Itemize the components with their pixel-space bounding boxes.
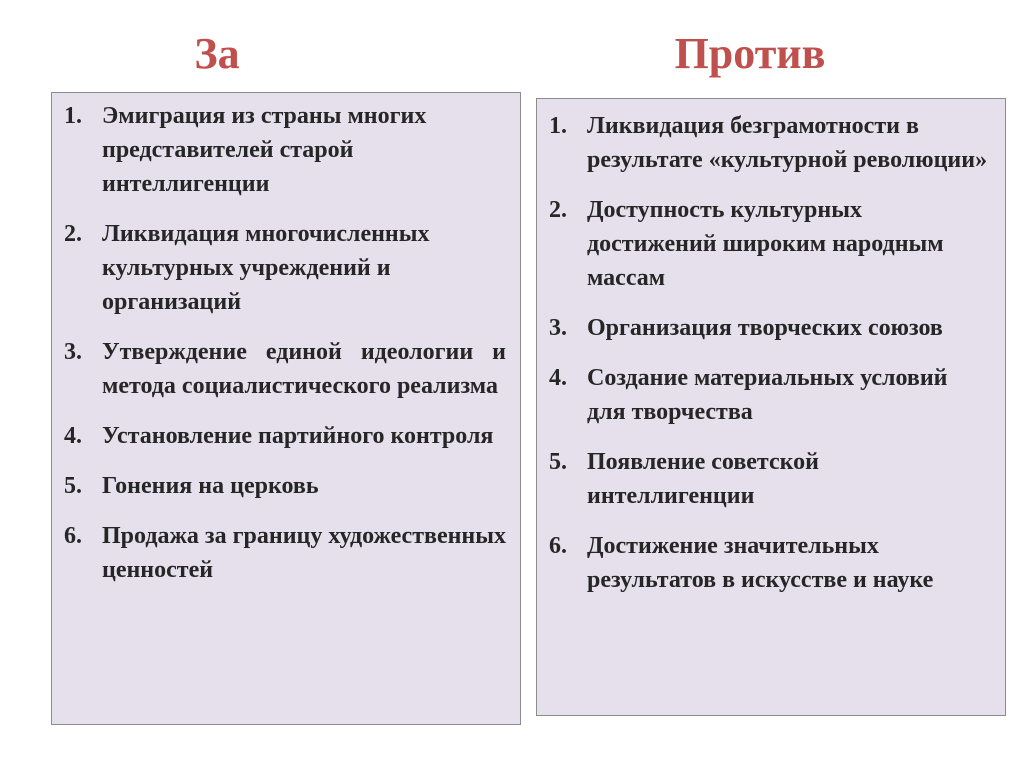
item-text: Ликвидация безграмотности в результате «культурной революции» <box>587 113 988 173</box>
item-number: 5. <box>549 449 567 475</box>
item-text: Достижение значительных результатов в искусстве и науке <box>587 533 934 593</box>
list-item <box>64 335 506 403</box>
item-text: Ликвидация многочисленных культурных учреждений и организаций <box>102 221 430 315</box>
item-number: 4. <box>549 365 567 391</box>
list-against <box>549 109 991 597</box>
list-item <box>549 445 991 513</box>
list-item <box>64 217 506 319</box>
item-text: Утверждение единой идеологии и метода социалистического реализма <box>102 339 506 399</box>
list-item <box>549 311 991 345</box>
list-for <box>64 99 506 587</box>
heading-against: Против <box>674 29 826 78</box>
list-item <box>64 99 506 201</box>
item-text: Доступность культурных достижений широким народным массам <box>587 197 944 291</box>
item-number: 6. <box>64 523 82 549</box>
item-number: 1. <box>549 113 567 139</box>
list-item <box>549 361 991 429</box>
item-number: 2. <box>549 197 567 223</box>
item-number: 4. <box>64 423 82 449</box>
list-item <box>549 193 991 295</box>
list-item <box>549 529 991 597</box>
heading-for: За <box>194 29 240 78</box>
item-text: Создание материальных условий для творчества <box>587 365 948 425</box>
item-text: Эмиграция из страны многих представителей старой интеллигенции <box>102 103 427 197</box>
item-number: 6. <box>549 533 567 559</box>
item-text: Продажа за границу художественных ценностей <box>102 523 506 583</box>
item-number: 3. <box>64 339 82 365</box>
item-number: 2. <box>64 221 82 247</box>
panel-for <box>51 92 521 725</box>
list-item <box>549 109 991 177</box>
item-text: Появление советской интеллигенции <box>587 449 820 509</box>
item-text: Установление партийного контроля <box>102 423 494 449</box>
list-item <box>64 419 506 453</box>
item-number: 3. <box>549 315 567 341</box>
item-text: Организация творческих союзов <box>587 315 943 341</box>
list-item <box>64 469 506 503</box>
panel-against <box>536 98 1006 716</box>
item-number: 1. <box>64 103 82 129</box>
list-item <box>64 519 506 587</box>
item-text: Гонения на церковь <box>102 473 319 499</box>
item-number: 5. <box>64 473 82 499</box>
